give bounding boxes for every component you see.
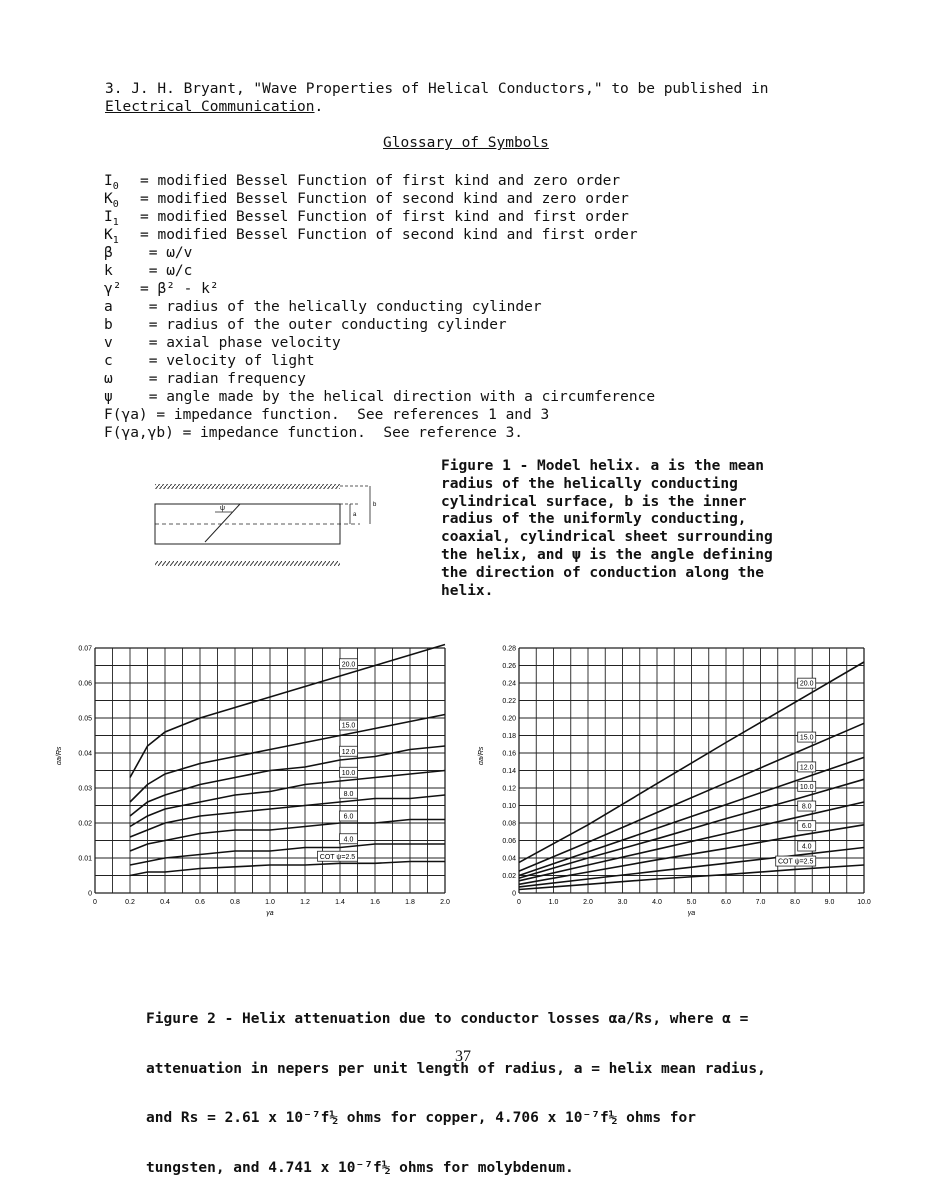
figure-2-chart-low-range [55,640,455,920]
reference-line-2-end: . [314,99,324,115]
glossary-item [104,280,655,298]
symbol-letter: I [104,209,113,225]
glossary-definition: = modified Bessel Function of second kind and first order [140,227,638,243]
journal-name: Electrical Communication [105,99,315,115]
caption-line-3: and Rs = 2.61 x 10⁻⁷f½ ohms for copper, 4.706 x 10⁻⁷f½ ohms for [146,1110,696,1126]
glossary-definition: = axial phase velocity [140,335,341,351]
series-label: 15.0 [799,734,814,742]
x-tick-label: 7.0 [755,899,766,906]
x-tick-label: 2.0 [440,899,450,906]
x-tick-label: 9.0 [824,899,835,906]
series-label: 8.0 [343,790,354,798]
glossary-definition: = radian frequency [140,371,306,387]
symbol-letter: ω [104,371,113,387]
x-tick-label: 1.2 [300,899,310,906]
y-tick-label: 0.18 [502,733,516,740]
y-axis-label: αa/Rs [56,746,63,765]
glossary-definition: = impedance function. See reference 3. [173,425,524,441]
y-tick-label: 0.10 [502,803,516,810]
y-tick-label: 0.12 [502,785,516,793]
y-tick-label: 0.05 [78,715,92,723]
y-tick-label: 0.06 [502,838,516,845]
caption-line-1: Figure 2 - Helix attenuation due to conductor losses αa/Rs, where α = [146,1011,749,1027]
glossary-item [104,208,655,226]
y-tick-label: 0.03 [78,785,92,793]
glossary-item [104,352,655,370]
glossary-definition: = angle made by the helical direction with a circumference [140,389,656,405]
glossary-definition: = radius of the outer conducting cylinder [140,317,507,333]
glossary-item [104,406,655,424]
x-tick-label: 0.8 [230,899,240,906]
glossary-item [104,316,655,334]
figure-1-caption: Figure 1 - Model helix. a is the mean radius of the helically conducting cylindrical surface, b is the inner radius of the uniformly conducting, coaxial, cylindrical sheet surrounding the helix, and ψ is the angle defining the direction of conduction along the helix. [441,458,773,599]
y-tick-label: 0.07 [78,645,92,653]
series-label: 4.0 [801,843,812,851]
y-tick-label: 0.01 [78,855,92,863]
glossary-title: Glossary of Symbols [383,135,549,151]
glossary-definition: = ω/v [140,245,193,261]
symbol-letter: c [104,353,113,369]
glossary-symbol [104,316,140,334]
x-tick-label: 3.0 [617,899,628,906]
glossary-item [104,226,655,244]
series-label: 10.0 [341,769,356,777]
reference-line-2 [105,98,768,116]
x-tick-label: 1.4 [335,899,345,906]
figure-2-chart-high-range [475,640,875,920]
symbol-letter: a [104,299,113,315]
glossary-definition: = β² - k² [140,281,219,297]
page-number: 37 [455,1048,471,1065]
symbol-subscript: 0 [112,198,119,210]
glossary-symbol [104,334,140,352]
glossary-item [104,334,655,352]
glossary-definition: = modified Bessel Function of second kind and zero order [140,191,629,207]
symbol-letter: v [104,335,113,351]
glossary-symbol [104,280,140,298]
symbol-letter: β [104,245,113,261]
x-tick-label: 8.0 [790,899,800,906]
x-tick-label: 1.0 [548,899,559,906]
series-label: 6.0 [801,823,812,831]
glossary-symbol [104,370,140,388]
symbol-letter: K [104,227,113,243]
glossary-definition: = velocity of light [140,353,315,369]
glossary-definition: = radius of the helically conducting cylinder [140,299,542,315]
x-tick-label: 1.0 [265,899,275,906]
glossary-definition: = impedance function. See references 1 and 3 [147,407,550,423]
glossary-item [104,172,655,190]
glossary-symbol [104,262,140,280]
reference-3 [105,80,768,116]
glossary-list [104,172,655,442]
y-tick-label: 0 [88,890,92,898]
x-axis-label: γa [266,910,274,917]
x-tick-label: 0.4 [160,899,170,906]
y-tick-label: 0.02 [502,873,516,880]
symbol-letter: K [104,191,113,207]
reference-line-1: 3. J. H. Bryant, "Wave Properties of Helical Conductors," to be published in [105,81,769,97]
y-tick-label: 0.04 [502,855,516,863]
glossary-item [104,244,655,262]
x-axis-label: γa [687,910,696,917]
glossary-symbol [104,352,140,370]
series-label: 4.0 [343,836,354,844]
x-tick-label: 6.0 [721,899,731,906]
x-tick-label: 0 [517,899,521,906]
symbol-letter: b [104,317,113,333]
symbol-letter: I [104,173,113,189]
x-tick-label: 0 [93,899,97,906]
series-label: 8.0 [801,803,812,811]
label-a: a [353,512,357,518]
caption-line-4: tungsten, and 4.741 x 10⁻⁷f½ ohms for molybdenum. [146,1159,574,1176]
x-tick-label: 1.6 [370,899,380,906]
y-tick-label: 0.06 [78,680,92,688]
y-tick-label: 0.16 [502,750,516,758]
series-label: 12.0 [341,748,356,756]
glossary-definition: = ω/c [140,263,193,279]
glossary-item [104,424,655,442]
series-label: 6.0 [343,813,354,821]
x-tick-label: 2.0 [583,899,593,906]
x-tick-label: 0.2 [125,899,135,906]
symbol-subscript: 0 [112,180,119,192]
glossary-item [104,370,655,388]
glossary-item [104,298,655,316]
series-label: 10.0 [799,783,814,791]
glossary-item [104,190,655,208]
y-axis-label: αa/Rs [478,746,485,765]
symbol-letter: k [104,263,113,279]
y-tick-label: 0.08 [502,820,516,828]
y-tick-label: 0.28 [502,645,516,653]
glossary-definition: = modified Bessel Function of first kind and first order [140,209,629,225]
y-tick-label: 0.22 [502,698,516,705]
caption-line-2: attenuation in nepers per unit length of radius, a = helix mean radius, [146,1060,766,1077]
label-b: b [373,502,377,508]
y-tick-label: 0 [512,890,516,898]
y-tick-label: 0.02 [78,820,92,828]
glossary-symbol [104,406,148,424]
figure-2-caption [146,978,766,1193]
symbol-letter: F(γa) [104,407,148,423]
y-tick-label: 0.14 [502,768,516,775]
glossary-symbol [104,424,174,442]
series-label: 20.0 [799,680,814,688]
x-tick-label: 5.0 [686,899,697,906]
symbol-subscript: 1 [112,216,119,228]
y-tick-label: 0.26 [502,663,516,670]
x-tick-label: 0.6 [195,899,205,906]
label-psi: ψ [220,505,225,512]
glossary-symbol [104,244,140,262]
x-tick-label: 1.8 [405,899,415,906]
series-label: COT ψ=2.5 [777,858,814,866]
y-tick-label: 0.20 [502,715,516,723]
series-label: 12.0 [799,764,814,772]
x-tick-label: 10.0 [857,899,871,906]
glossary-symbol [104,298,140,316]
figure-1-helix-diagram [150,476,390,576]
outer-cylinder-top [155,484,340,489]
glossary-symbol [104,388,140,406]
outer-cylinder-bottom [155,561,340,566]
symbol-letter: γ² [104,281,122,297]
glossary-definition: = modified Bessel Function of first kind and zero order [140,173,621,189]
series-label: 15.0 [341,722,356,730]
series-label: 20.0 [341,661,356,669]
symbol-letter: ψ [104,389,113,405]
y-tick-label: 0.04 [78,750,92,758]
symbol-letter: F(γa,γb) [104,425,174,441]
glossary-item [104,262,655,280]
series-label: COT ψ=2.5 [319,853,356,861]
x-tick-label: 4.0 [652,899,662,906]
glossary-item [104,388,655,406]
symbol-subscript: 1 [112,234,119,246]
y-tick-label: 0.24 [502,680,516,688]
